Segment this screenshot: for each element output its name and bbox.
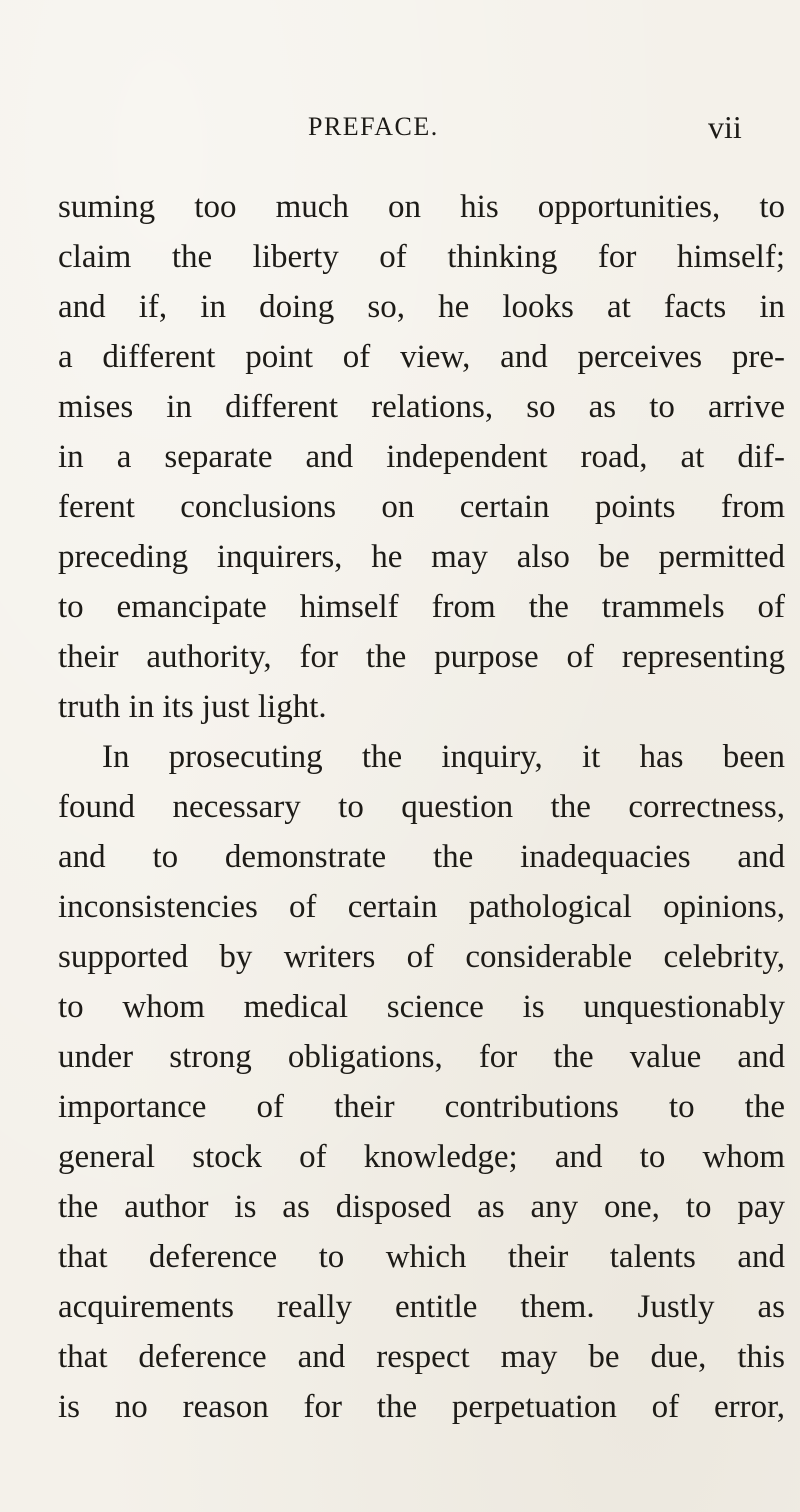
text-line: preceding inquirers, he may also be permitted	[58, 539, 785, 575]
text-line: that deference to which their talents and	[58, 1239, 785, 1275]
text-line: inconsistencies of certain pathological opinions,	[58, 889, 785, 925]
text-line: general stock of knowledge; and to whom	[58, 1139, 785, 1175]
text-line: that deference and respect may be due, this	[58, 1339, 785, 1375]
paragraph-1	[58, 182, 785, 732]
page-number: vii	[708, 109, 742, 145]
text-line: found necessary to question the correctness,	[58, 789, 785, 825]
text-line: is no reason for the perpetuation of error,	[58, 1389, 785, 1425]
text-line: claim the liberty of thinking for himself;	[58, 239, 785, 275]
running-head	[0, 109, 800, 152]
text-line: to emancipate himself from the trammels of	[58, 589, 785, 625]
text-line: the author is as disposed as any one, to pay	[58, 1189, 785, 1225]
text-line: In prosecuting the inquiry, it has been	[102, 739, 785, 775]
text-line: acquirements really entitle them. Justly as	[58, 1289, 785, 1325]
body-text	[58, 182, 785, 1432]
text-line: and if, in doing so, he looks at facts in	[58, 289, 785, 325]
text-line: under strong obligations, for the value and	[58, 1039, 785, 1075]
text-line: to whom medical science is unquestionably	[58, 989, 785, 1025]
text-line: in a separate and independent road, at dif-	[58, 439, 785, 475]
running-title: PREFACE.	[308, 112, 439, 141]
text-line: mises in different relations, so as to arrive	[58, 389, 785, 425]
text-line: their authority, for the purpose of representing	[58, 639, 785, 675]
text-line: importance of their contributions to the	[58, 1089, 785, 1125]
text-line: truth in its just light.	[58, 689, 327, 725]
text-line: suming too much on his opportunities, to	[58, 189, 785, 225]
text-line: supported by writers of considerable celebrity,	[58, 939, 785, 975]
text-line: ferent conclusions on certain points from	[58, 489, 785, 525]
text-line: and to demonstrate the inadequacies and	[58, 839, 785, 875]
paragraph-2	[58, 732, 785, 1432]
text-line: a different point of view, and perceives pre-	[58, 339, 785, 375]
